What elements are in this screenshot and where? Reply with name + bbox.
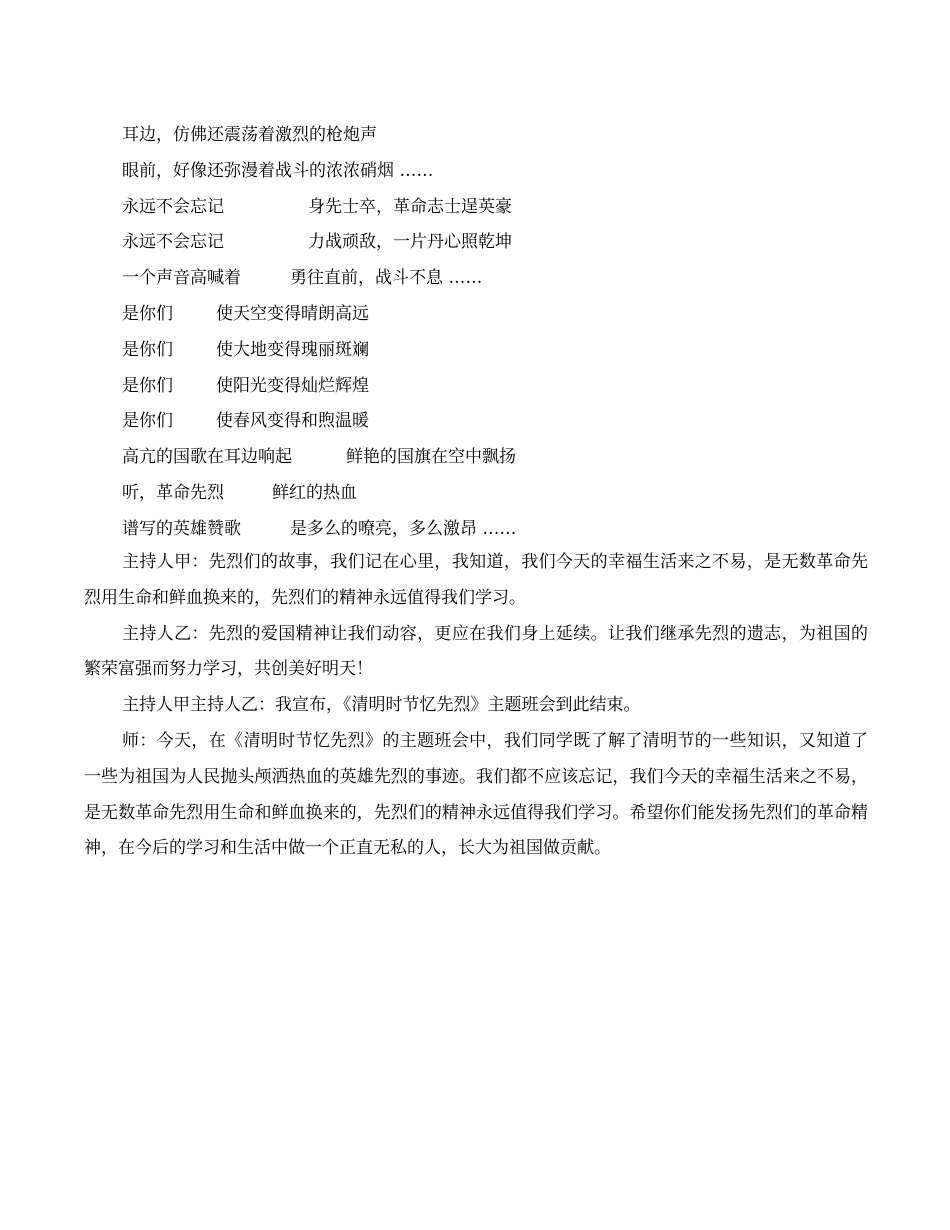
poem-line — [122, 512, 862, 548]
poem-line — [122, 225, 862, 261]
poem-line — [122, 440, 862, 476]
poem-line-tail: 使春风变得和煦温暖 — [216, 411, 369, 432]
poem-line-tail: 力战顽敌，一片丹心照乾坤 — [308, 232, 512, 253]
poem-line — [122, 190, 862, 226]
poem-line-tail: 使大地变得瑰丽斑斓 — [216, 339, 369, 360]
poem-line-text: 眼前，好像还弥漫着战斗的浓浓硝烟 …… — [122, 160, 434, 181]
poem-line — [122, 261, 862, 297]
poem-line-text: 耳边，仿佛还震荡着激烈的枪炮声 — [122, 125, 377, 145]
poem-line-tail: 勇往直前，战斗不息 …… — [290, 268, 483, 289]
poem-line-lead: 永远不会忘记 — [122, 196, 224, 217]
poem-line-tail: 使阳光变得灿烂辉煌 — [216, 375, 369, 396]
poem-line — [122, 154, 862, 190]
prose-block — [84, 545, 868, 867]
poem-line-tail: 身先士卒，革命志士逞英豪 — [308, 196, 512, 217]
poem-line — [122, 333, 862, 369]
poem-line — [122, 476, 862, 512]
poem-line-lead: 谱写的英雄赞歌 — [122, 518, 241, 539]
poem-line — [122, 404, 862, 440]
poem-line-lead: 一个声音高喊着 — [122, 268, 241, 289]
poem-block — [122, 118, 862, 548]
closing-announcement-paragraph: 主持人甲主持人乙：我宣布，《清明时节忆先烈》主题班会到此结束。 — [122, 695, 641, 716]
poem-line-tail: 鲜艳的国旗在空中飘扬 — [346, 447, 516, 468]
teacher-summary-paragraph: 师：今天，在《清明时节忆先烈》的主题班会中，我们同学既了解了清明节的一些知识，又知道了一些为祖国为人民抛头颅洒热血的英雄先烈的事迹。我们都不应该忘记，我们今天的幸福生活来之不易，是无数革命先烈用生命和鲜血换来的，先烈们的精神永远值得我们学习。希望你们能发扬先烈们的革命精神，在今后的学习和生活中做一个正直无私的人，长大为祖国做贡献。 — [84, 730, 868, 859]
poem-line-lead: 永远不会忘记 — [122, 232, 224, 253]
poem-line-tail: 使天空变得晴朗高远 — [216, 303, 369, 324]
poem-line — [122, 369, 862, 405]
poem-line-lead: 听，革命先烈 — [122, 482, 224, 503]
poem-line-tail: 鲜红的热血 — [272, 482, 357, 503]
host-a-paragraph: 主持人甲：先烈们的故事，我们记在心里，我知道，我们今天的幸福生活来之不易，是无数革命先烈用生命和鲜血换来的，先烈们的精神永远值得我们学习。 — [84, 552, 868, 608]
poem-line-lead: 高亢的国歌在耳边响起 — [122, 447, 292, 468]
poem-line — [122, 297, 862, 333]
poem-line-lead: 是你们 — [122, 375, 173, 396]
poem-line-lead: 是你们 — [122, 339, 173, 360]
poem-line — [122, 118, 862, 154]
host-b-paragraph: 主持人乙：先烈的爱国精神让我们动容，更应在我们身上延续。让我们继承先烈的遗志，为祖国的繁荣富强而努力学习，共创美好明天！ — [84, 623, 868, 680]
poem-line-lead: 是你们 — [122, 303, 173, 324]
poem-line-tail: 是多么的嘹亮，多么激昂 …… — [290, 518, 517, 539]
poem-line-lead: 是你们 — [122, 411, 173, 432]
